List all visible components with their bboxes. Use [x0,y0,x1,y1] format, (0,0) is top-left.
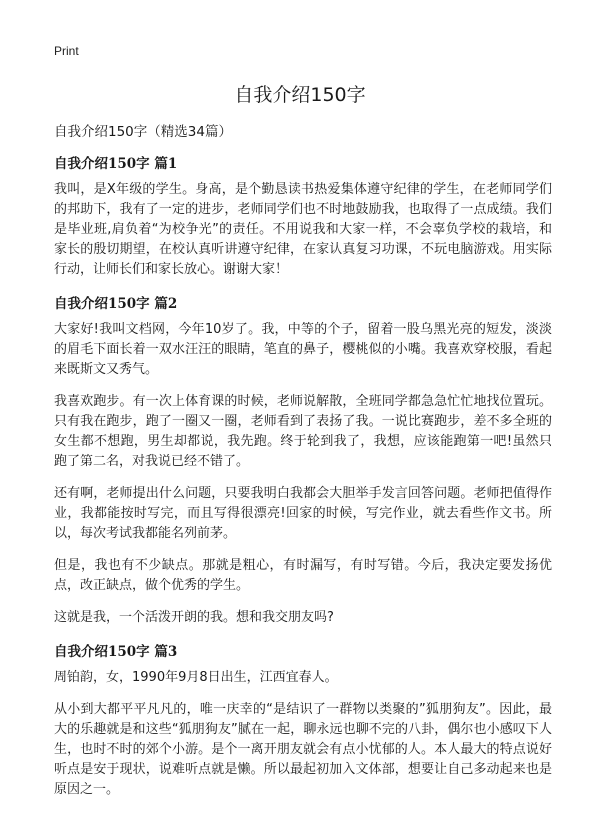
document-body [54,146,552,812]
section-3 [54,640,552,800]
paragraph: 这就是我，一个活泼开朗的我。想和我交朋友吗? [54,610,334,625]
paragraph: 我叫，是X年级的学生。身高，是个勤恳读书热爱集体遵守纪律的学生，在老师同学们的邦助下，我有了一定的进步，老师同学们也不时地鼓励我，也取得了一点成绩。我们是毕业班,肩负着“为校争光”的责任。不用说我和大家一样，不会辜负学校的栽培，和家长的殷切期望，在校认真听讲遵守纪律，在家认真复习功课，不玩电脑游戏。用实际行动，让师长们和家长放心。谢谢大家！ [54,182,552,277]
section-heading: 自我介绍150字 篇3 [54,644,178,660]
document-subtitle: 自我介绍150字（精选34篇） [54,124,232,140]
paragraph: 从小到大都平平凡凡的，唯一庆幸的“是结识了一群物以类聚的”狐朋狗友”。因此，最大的乐趣就是和这些“狐朋狗友”腻在一起，聊永远也聊不完的八卦，偶尔也小感叹下人生，也时不时的郊个小游。是个一离开朋友就会有点小忧郁的人。本人最大的特点说好听点是安于现状，说难听点就是懒。所以最起初加入文体部，想要让自己多动起来也是原因之一。 [54,702,552,797]
paragraph: 但是，我也有不少缺点。那就是粗心，有时漏写，有时写错。今后，我决定要发扬优点，改正缺点，做个优秀的学生。 [54,558,552,593]
section-2 [54,292,552,628]
paragraph: 我喜欢跑步。有一次上体育课的时候，老师说解散，全班同学都急急忙忙地找位置玩。只有我在跑步，跑了一圈又一圈，老师看到了表扬了我。一说比赛跑步，差不多全班的女生都不想跑，男生却都说，我先跑。终于轮到我了，我想，应该能跑第一吧!虽然只跑了第二名，对我说已经不错了。 [54,394,552,469]
paragraph: 大家好!我叫文档网，今年10岁了。我，中等的个子，留着一股乌黑光亮的短发，淡淡的眉毛下面长着一双水汪汪的眼睛，笔直的鼻子，樱桃似的小嘴。我喜欢穿校服，看起来既斯文又秀气。 [54,322,552,377]
paragraph: 周铂韵，女，1990年9月8日出生，江西宜春人。 [54,670,338,685]
section-heading: 自我介绍150字 篇2 [54,296,178,312]
section-heading: 自我介绍150字 篇1 [54,156,178,172]
print-link[interactable]: Print [54,44,79,58]
page-title: 自我介绍150字 [234,84,366,106]
paragraph: 还有啊，老师提出什么问题，只要我明白我都会大胆举手发言回答问题。老师把值得作业，我都能按时写完，而且写得很漂亮!回家的时候，写完作业，就去看些作文书。所以，每次考试我都能名列前茅。 [54,486,552,541]
section-1 [54,152,552,280]
